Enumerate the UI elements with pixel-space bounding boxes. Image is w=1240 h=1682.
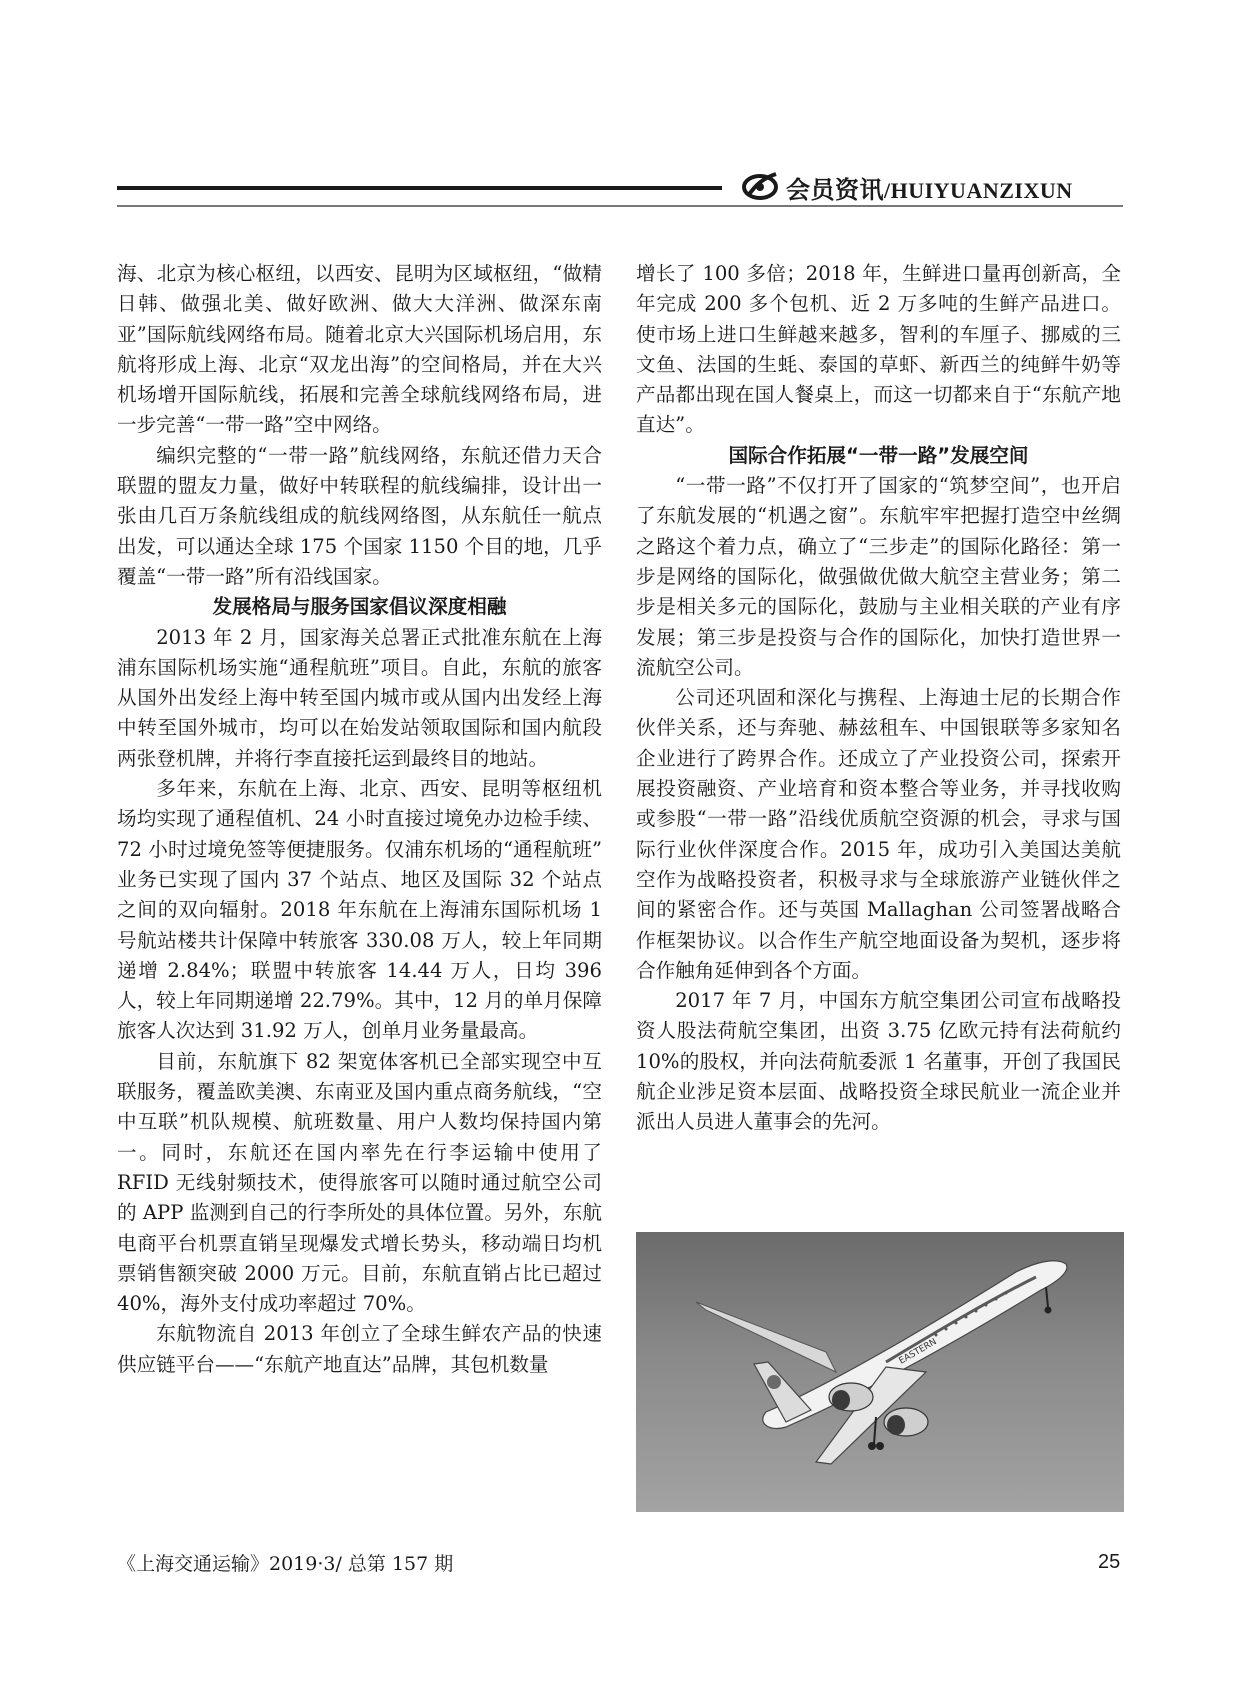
section-title-en: /HUIYUANZIXUN [884,178,1073,203]
section-title-cn: 会员资讯 [786,175,884,204]
paragraph: 海、北京为核心枢纽，以西安、昆明为区域枢纽，“做精日韩、做强北美、做好欧洲、做大大洋洲、做深东南亚”国际航线网络布局。随着北京大兴国际机场启用，东航将形成上海、北京“双龙出海”的空间格局，并在大兴机场增开国际航线，拓展和完善全球航线网络布局，进一步完善“一带一路”空中网络。 [117,262,602,437]
paragraph: 编织完整的“一带一路”航线网络，东航还借力天合联盟的盟友力量，做好中转联程的航线编排，设计出一张由几百万条航线组成的航线网络图，从东航任一航点出发，可以通达全球 175 个国家 1150 个目的地，几乎覆盖“一带一路”所有沿线国家。 [117,443,602,588]
paragraph: 增长了 100 多倍；2018 年，生鲜进口量再创新高，全年完成 200 多个包机、近 2 万多吨的生鲜产品进口。使市场上进口生鲜越来越多，智利的车厘子、挪威的三文鱼、法国的生蚝、泰国的草虾、新西兰的纯鲜牛奶等产品都出现在国人餐桌上，而这一切都来自于“东航产地直达”。 [636,262,1121,437]
paragraph: 多年来，东航在上海、北京、西安、昆明等枢纽机场均实现了通程值机、24 小时直接过境免办边检手续、72 小时过境免签等便捷服务。仅浦东机场的“通程航班” 业务已实现了国内 37 个站点、地区及国际 32 个站点之间的双向辐射。2018 年东航在上海浦东国际机场 1 号航站楼共计保障中转旅客 330.08 万人，较上年同期递增 2.84%；联盟中转旅客 14.44 万人，日均 396 人，较上年同期递增 22.79%。其中，12 月的单月保障旅客人次达到 31.92 万人，创单月业务量最高。 [117,777,602,1043]
paragraph: 2017 年 7 月，中国东方航空集团公司宣布战略投资人股法荷航空集团，出资 3.75 亿欧元持有法荷航约 10%的股权，并向法荷航委派 1 名董事，开创了我国民航企业涉足资本层面、战略投资全球民航业一流企业并派出人员进人董事会的先河。 [636,989,1121,1134]
section-heading: 发展格局与服务国家倡议深度相融 [212,595,507,619]
paragraph: “一带一路”不仅打开了国家的“筑梦空间”，也开启了东航发展的“机遇之窗”。东航牢牢把握打造空中丝绸之路这个着力点，确立了“三步走”的国际化路径：第一步是网络的国际化，做强做优做大航空主营业务；第二步是相关多元的国际化，鼓励与主业相关联的产业有序发展；第三步是投资与合作的国际化，加快打造世界一流航空公司。 [636,474,1121,679]
page-number: 25 [1098,1551,1121,1573]
header-rule-thick [117,186,722,190]
paragraph: 公司还巩固和深化与携程、上海迪士尼的长期合作伙伴关系，还与奔驰、赫兹租车、中国银联等多家知名企业进行了跨界合作。还成立了产业投资公司，探索开展投资融资、产业培育和资本整合等业务，并寻找收购或参股“一带一路”沿线优质航空资源的机会，寻求与国际行业伙伴深度合作。2015 年，成功引入美国达美航空作为战略投资者，积极寻求与全球旅游产业链伙伴之间的紧密合作。还与英国 Mallaghan 公司签署战略合作框架协议。以合作生产航空地面设备为契机，逐步将合作触角延伸到各个方面。 [636,686,1121,982]
paragraph: 目前，东航旗下 82 架宽体客机已全部实现空中互联服务，覆盖欧美澳、东南亚及国内重点商务航线，“空中互联”机队规模、航班数量、用户人数均保持国内第一。同时，东航还在国内率先在行李运输中使用了 RFID 无线射频技术，使得旅客可以随时通过航空公司的 APP 监测到自己的行李所处的具体位置。另外，东航电商平台机票直销呈现爆发式增长势头，移动端日均机票销售额突破 2000 万元。目前，东航直销占比已超过 40%，海外支付成功率超过 70%。 [117,1049,602,1316]
magazine-logo-icon [740,170,780,204]
section-title [786,170,1073,205]
airplane-photo [636,1232,1124,1512]
airplane-illustration [636,1232,1124,1512]
fuselage-text: EASTERN [897,1337,939,1367]
paragraph: 2013 年 2 月，国家海关总署正式批准东航在上海浦东国际机场实施“通程航班”项目。自此，东航的旅客从国外出发经上海中转至国内城市或从国内出发经上海中转至国外城市，均可以在始发站领取国际和国内航段两张登机牌，并将行李直接托运到最终目的地站。 [117,625,602,770]
right-column [636,259,1121,1138]
header-rule-thin [117,205,1123,207]
paragraph: 东航物流自 2013 年创立了全球生鲜农产品的快速供应链平台——“东航产地直达”品牌，其包机数量 [117,1322,602,1376]
section-heading: 国际合作拓展“一带一路”发展空间 [728,443,1029,467]
left-column [117,259,602,1380]
journal-citation: 《上海交通运输》2019·3/ 总第 157 期 [117,1553,454,1575]
